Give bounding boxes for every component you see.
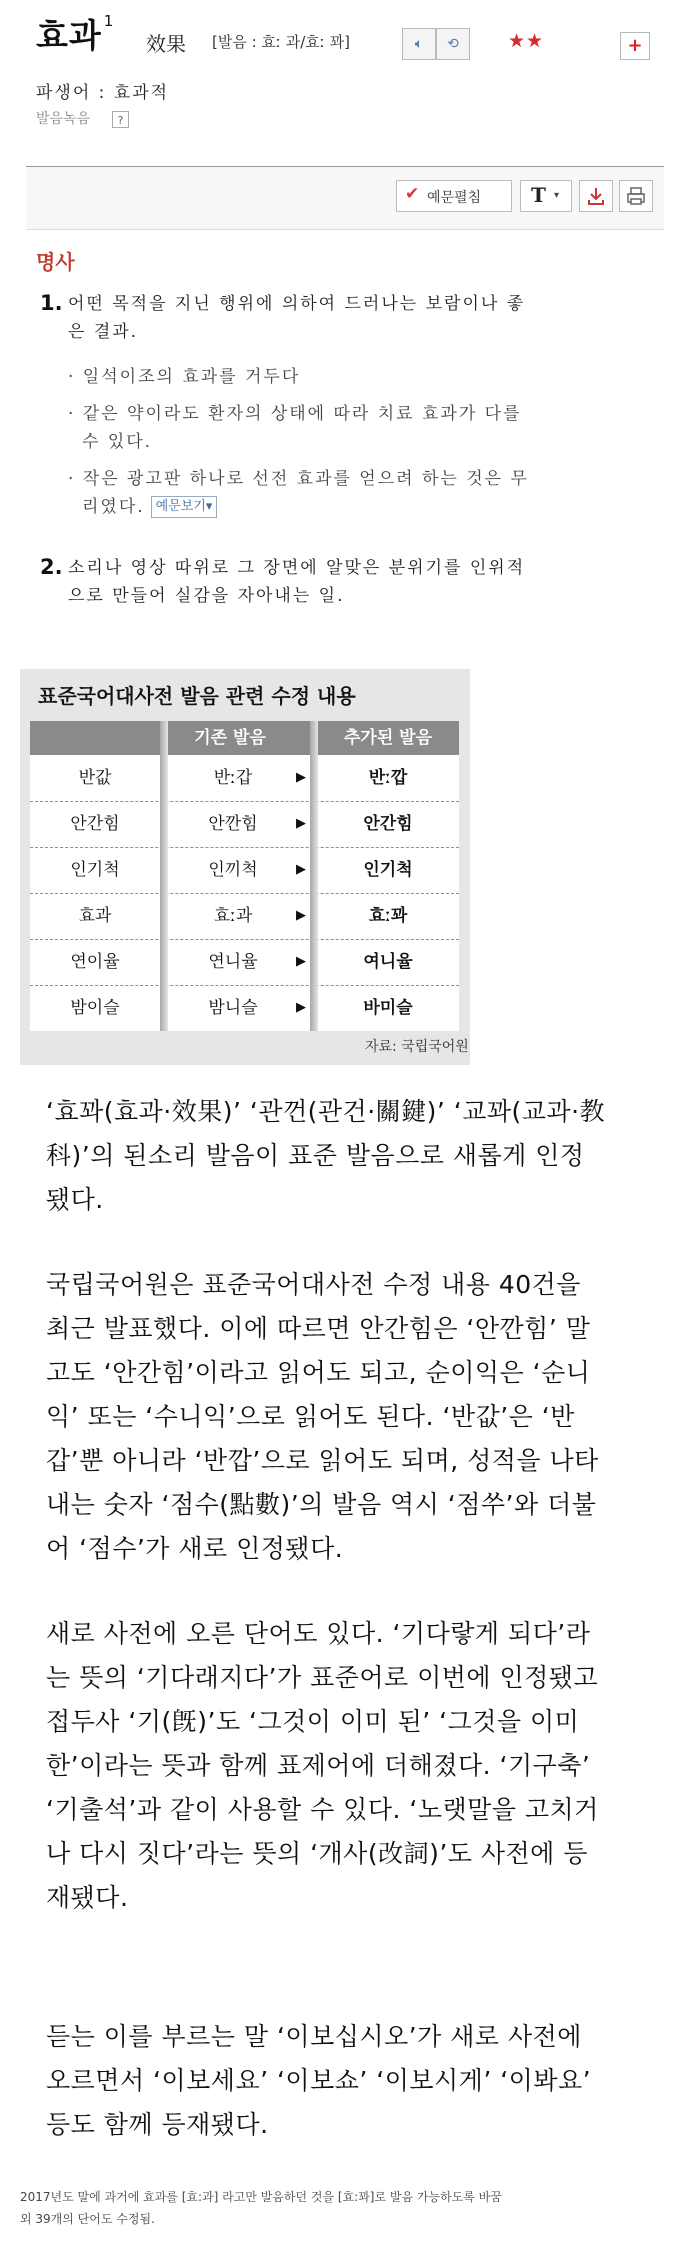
text-line: 최근 발표했다. 이에 따르면 안간힘은 ‘안깐힘’ 말 <box>46 1314 591 1343</box>
text-line: 접두사 ‘기(旣)’도 ‘그것이 이미 된’ ‘그것을 이미 <box>46 1707 580 1736</box>
speaker-icon: 🔈︎ <box>414 36 424 52</box>
table-cell-word: 효과 <box>78 906 112 926</box>
headword-text: 효과 <box>36 16 102 55</box>
definition-number: 1. <box>40 291 63 315</box>
print-icon <box>620 181 652 211</box>
arrow-icon: ▶ <box>296 816 306 831</box>
text-line: 듣는 이를 부르는 말 ‘이보십시오’가 새로 사전에 <box>46 2022 582 2051</box>
expand-examples-label: 예문펼침 <box>427 190 482 206</box>
download-button[interactable] <box>579 180 613 212</box>
table-cell-word: 안간힘 <box>70 814 120 834</box>
table-cell-word: 반값 <box>78 768 112 788</box>
text-line: 오르면서 ‘이보세요’ ‘이보쇼’ ‘이보시게’ ‘이봐요’ <box>46 2066 592 2095</box>
text-line: 科)’의 된소리 발음이 표준 발음으로 새롭게 인정 <box>46 1141 585 1170</box>
article-paragraph-3 <box>46 1612 666 1920</box>
table-cell-old: 인끼척 <box>208 860 258 880</box>
table-cell-old: 반ː갑 <box>213 768 253 788</box>
add-button[interactable] <box>620 32 650 60</box>
help-icon[interactable]: ? <box>112 111 129 128</box>
homonym-number: 1 <box>103 12 115 30</box>
derivative-word: 파생어 : 효과적 <box>36 83 170 103</box>
check-icon: ✔ <box>405 184 420 204</box>
definition-text: 은 결과. <box>68 322 139 342</box>
definition-number: 2. <box>40 555 63 579</box>
example-sentence: · 일석이조의 효과를 거두다 <box>68 367 301 387</box>
arrow-icon: ▶ <box>296 1000 306 1015</box>
example-sentence: 리였다. <box>82 497 145 517</box>
table-cell-new: 반ː깝 <box>368 768 408 788</box>
text-line: 갑’뿐 아니라 ‘반깝’으로 읽어도 되며, 성적을 나타 <box>46 1446 599 1475</box>
text-line: ‘기출석’과 같이 사용할 수 있다. ‘노랫말을 고치거 <box>46 1795 599 1824</box>
download-icon <box>580 181 612 211</box>
font-size-button[interactable] <box>520 180 572 212</box>
arrow-icon: ▶ <box>296 862 306 877</box>
replay-icon: ⟲ <box>447 36 459 52</box>
table-cell-new: 안간힘 <box>363 814 413 834</box>
text-line: 어 ‘점수’가 새로 인정됐다. <box>46 1534 344 1563</box>
footnote-line: 2017년도 말에 과거에 효과를 [효:과] 라고만 발음하던 것을 [효:꽈]로 발음 가능하도록 바꿈 <box>20 2190 502 2204</box>
part-of-speech: 명사 <box>36 250 75 274</box>
text-line: 내는 숫자 ‘점수(點數)’의 발음 역시 ‘점쑤’와 더불 <box>46 1490 597 1519</box>
plus-icon: + <box>627 35 643 56</box>
chevron-down-icon: ▾ <box>554 190 560 201</box>
definition-text: 으로 만들어 실감을 자아내는 일. <box>68 586 345 606</box>
table-cell-word: 인기척 <box>70 860 120 880</box>
play-sound-button[interactable] <box>402 28 436 60</box>
example-sentence: · 작은 광고판 하나로 선전 효과를 얻으려 하는 것은 무 <box>68 469 529 489</box>
replay-sound-button[interactable] <box>436 28 470 60</box>
text-line: 재됐다. <box>46 1883 129 1912</box>
text-line: 한’이라는 뜻과 함께 표제어에 더해졌다. ‘기구축’ <box>46 1751 591 1780</box>
arrow-icon: ▶ <box>296 908 306 923</box>
hanja: 效果 <box>146 32 186 56</box>
table-cell-new: 효ː꽈 <box>368 906 408 926</box>
article-paragraph-4 <box>46 2015 666 2147</box>
text-line: 새로 사전에 오른 단어도 있다. ‘기다랗게 되다’라 <box>46 1619 591 1648</box>
print-button[interactable] <box>619 180 653 212</box>
example-sentence-wrap <box>82 493 217 521</box>
expand-examples-button[interactable] <box>396 180 512 212</box>
font-icon: T <box>531 183 546 207</box>
table-source: 자료: 국립국어원 <box>365 1039 469 1055</box>
rating-stars: ★★ <box>508 30 545 52</box>
table-cell-new: 바미슬 <box>363 998 413 1018</box>
column-separator <box>310 721 318 1031</box>
footnote <box>20 2186 670 2230</box>
arrow-icon: ▶ <box>296 770 306 785</box>
arrow-icon: ▶ <box>296 954 306 969</box>
article-paragraph-1 <box>46 1090 666 1222</box>
headword <box>36 10 114 57</box>
more-examples-button[interactable]: 예문보기▾ <box>151 496 218 518</box>
table-cell-old: 안깐힘 <box>208 814 258 834</box>
table-title: 표준국어대사전 발음 관련 수정 내용 <box>38 684 356 708</box>
recording-label: 발음녹음 <box>36 111 91 127</box>
text-line: 나 다시 짓다’라는 뜻의 ‘개사(改詞)’도 사전에 등 <box>46 1839 588 1868</box>
example-sentence: · 같은 약이라도 환자의 상태에 따라 치료 효과가 다를 <box>68 404 522 424</box>
definition-text: 소리나 영상 따위로 그 장면에 알맞은 분위기를 인위적 <box>68 558 526 578</box>
column-header-old: 기존 발음 <box>194 728 266 748</box>
text-line: 됐다. <box>46 1185 104 1214</box>
text-line: 는 뜻의 ‘기다래지다’가 표준어로 이번에 인정됐고 <box>46 1663 599 1692</box>
pronunciation: [발음 : 효ː 과/효ː 꽈] <box>212 33 350 51</box>
table-cell-old: 밤니슬 <box>208 998 258 1018</box>
column-header-new: 추가된 발음 <box>343 728 433 748</box>
table-cell-word: 밤이슬 <box>70 998 120 1018</box>
text-line: 익’ 또는 ‘수니익’으로 읽어도 된다. ‘반값’은 ‘반 <box>46 1402 575 1431</box>
text-line: 고도 ‘안간힘’이라고 읽어도 되고, 순이익은 ‘순니 <box>46 1358 591 1387</box>
table-cell-new: 인기척 <box>363 860 413 880</box>
table-cell-new: 여니율 <box>363 952 413 972</box>
article-paragraph-2 <box>46 1263 666 1571</box>
table-cell-old: 연니율 <box>208 952 258 972</box>
example-sentence: 수 있다. <box>82 432 153 452</box>
column-separator <box>160 721 168 1031</box>
definition-text: 어떤 목적을 지닌 행위에 의하여 드러나는 보람이나 좋 <box>68 294 526 314</box>
footnote-line: 외 39개의 단어도 수정됨. <box>20 2212 155 2226</box>
text-line: 등도 함께 등재됐다. <box>46 2110 269 2139</box>
table-cell-old: 효ː과 <box>213 906 253 926</box>
text-line: 국립국어원은 표준국어대사전 수정 내용 40건을 <box>46 1270 581 1299</box>
table-cell-word: 연이율 <box>70 952 120 972</box>
text-line: ‘효꽈(효과·效果)’ ‘관껀(관건·關鍵)’ ‘교꽈(교과·教 <box>46 1097 606 1126</box>
